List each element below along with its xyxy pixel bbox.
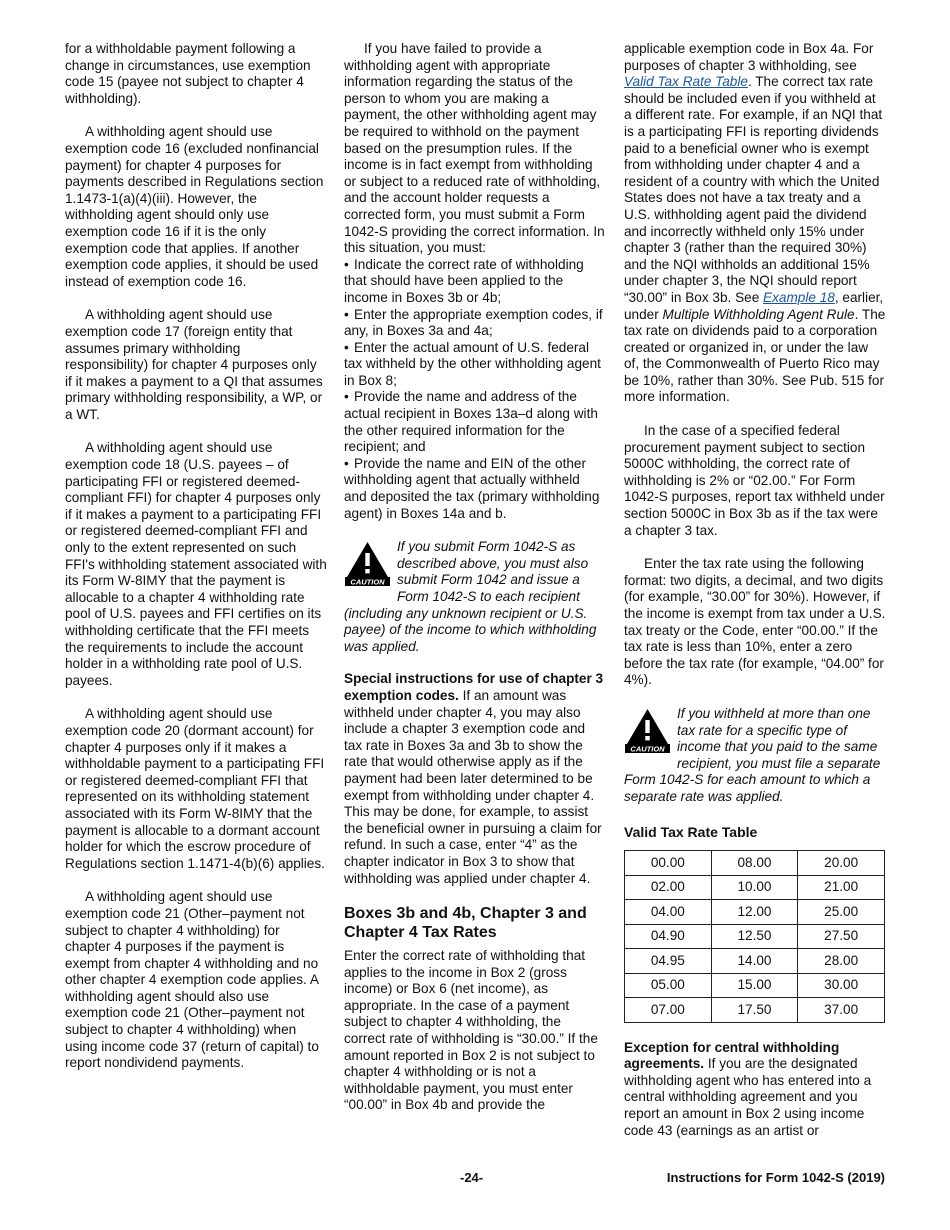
table-cell: 12.00: [711, 900, 798, 925]
paragraph: Exception for central withholding agreements. If you are the designated withholding agent who has entered into a central withholding agreement and you report an amount in Box 2 using income code 43 (earnings as an artist or: [624, 1039, 872, 1138]
caution-text: If you withheld at more than one tax rate for a specific type of income that you paid to the same recipient, you must file a separate Form 1042-S for each amount to which a separate rate was applied.: [624, 705, 881, 804]
table-cell: 27.50: [798, 924, 885, 949]
table-cell: 20.00: [798, 851, 885, 876]
table-cell: 10.00: [711, 875, 798, 900]
table-cell: 05.00: [625, 973, 712, 998]
table-cell: 08.00: [711, 851, 798, 876]
table-row: [625, 973, 885, 998]
section-heading: Boxes 3b and 4b, Chapter 3 and Chapter 4 Tax Rates: [344, 905, 587, 942]
paragraph: Special instructions for use of chapter 3 exemption codes. If an amount was withheld under chapter 4, you may also include a chapter 3 exemption code and tax rate in Boxes 3a and 3b to show the rate that would otherwise apply as if the payment had been later determined to be exempt from withholding under chapter 4. This may be done, for example, to assist the beneficial owner in pursuing a claim for refund. In such a case, enter “4” as the chapter indicator in Box 3 to show that withholding was applied under chapter 4.: [344, 671, 604, 886]
link-example-18[interactable]: Example 18: [763, 289, 835, 305]
page-number: -24-: [460, 1170, 484, 1185]
table-cell: 07.00: [625, 998, 712, 1023]
paragraph: A withholding agent should use exemption code 16 (excluded nonfinancial payment) for chapter 4 purposes for payments described in Regulations section 1.1473-1(a)(4)(iii). However, the withholding agent should only use exemption code 16 if it is the only exemption code that applies. If another exemption code applies, it should be used instead of exemption code 16.: [65, 124, 324, 289]
table-cell: 04.95: [625, 949, 712, 974]
paragraph: Enter the tax rate using the following format: two digits, a decimal, and two digits (for example, “30.00” for 30%). However, if the income is exempt from tax under a U.S. tax treaty or the Code, enter “00.00.” If the tax rate is less than 10%, enter a zero before the tax rate (for example, “04.00” for 4%).: [624, 556, 886, 688]
run-in-heading: Special instructions for use of chapter 3 exemption codes.: [344, 671, 604, 703]
caution-label: CAUTION: [350, 577, 385, 587]
table-cell: 37.00: [798, 998, 885, 1023]
table-cell: 02.00: [625, 875, 712, 900]
table-cell: 00.00: [625, 851, 712, 876]
run-in-heading: Exception for central withholding agreements.: [624, 1039, 840, 1072]
table-cell: 04.90: [625, 924, 712, 949]
paragraph: A withholding agent should use exemption code 18 (U.S. payees – of participating FFI or registered deemed-compliant FFI) for chapter 4 purposes only if it makes a payment to a participating FFI or registered deemed-compliant FFI and only to the extent represented on such FFI's withholding statement associated with its Form W-8IMY that the payment is allocable to a chapter 4 withholding rate pool of U.S. payees and FFI certifies on its withholding certificate that the FFI meets the requirements to include the account holder in a withholding rate pool of U.S. payees.: [65, 440, 327, 688]
list-item: • Enter the appropriate exemption codes, if any, in Boxes 3a and 4a;: [344, 306, 603, 339]
table-cell: 17.50: [711, 998, 798, 1023]
caution-note: [344, 539, 606, 655]
column-middle: [344, 41, 606, 1131]
table-title: Valid Tax Rate Table: [624, 823, 758, 840]
table-cell: 25.00: [798, 900, 885, 925]
table-row: [625, 900, 885, 925]
caution-label: CAUTION: [630, 744, 665, 754]
paragraph: A withholding agent should use exemption code 21 (Other–payment not subject to chapter 4 withholding) for chapter 4 purposes if the payment is exempt from chapter 4 withholding and no other chapter 4 exemption code applies. A withholding agent should also use exemption code 21 (Other–payment not subject to chapter 4 withholding) when using income code 37 (return of capital) to report nondividend payments.: [65, 889, 319, 1071]
list-item: • Provide the name and EIN of the other withholding agent that actually withheld and deposited the tax (primary withholding agent) in Boxes 14a and b.: [344, 455, 600, 521]
table-cell: 15.00: [711, 973, 798, 998]
link-valid-tax-rate-table[interactable]: Valid Tax Rate Table: [624, 74, 748, 90]
paragraph: A withholding agent should use exemption code 20 (dormant account) for chapter 4 purposes only if it makes a withholdable payment to a participating FFI or registered deemed-compliant FFI that represented on its withholding statement associated with its Form W-8IMY that the payment is allocable to a dormant account holder for which the escrow procedure of Regulations section 1.1471-4(b)(6) applies.: [65, 706, 325, 871]
caution-text: If you submit Form 1042-S as described above, you must also submit Form 1042 and issue a Form 1042-S to each recipient (including any unknown recipient or U.S. payee) of the income to which withholding was applied.: [344, 539, 597, 654]
caution-note: [624, 706, 886, 806]
caution-icon: [344, 540, 391, 587]
table-row: [625, 998, 885, 1023]
paragraph: for a withholdable payment following a change in circumstances, use exemption code 15 (payee not subject to chapter 4 withholding).: [65, 41, 311, 106]
table-cell: 30.00: [798, 973, 885, 998]
list-item: • Indicate the correct rate of withholding that should have been applied to the income in Boxes 3b or 4b;: [344, 256, 584, 305]
table-cell: 12.50: [711, 924, 798, 949]
valid-tax-rate-table: [624, 850, 885, 1023]
table-row: [625, 851, 885, 876]
column-right: [624, 41, 886, 1156]
table-row: [625, 924, 885, 949]
table-row: [625, 949, 885, 974]
list-item: • Enter the actual amount of U.S. federal tax withheld by the other withholding agent in Box 8;: [344, 339, 601, 388]
list-item: • Provide the name and address of the actual recipient in Boxes 13a–d along with the other required information for the recipient; and: [344, 389, 598, 455]
footer-title: Instructions for Form 1042-S (2019): [666, 1170, 885, 1185]
paragraph: In the case of a specified federal procurement payment subject to section 5000C withholding, the correct rate of withholding is 2% or “02.00.” For Form 1042-S purposes, report tax withheld under section 5000C in Box 3b as if the tax were a chapter 3 tax.: [624, 423, 885, 538]
paragraph: Enter the correct rate of withholding that applies to the income in Box 2 (gross income) or Box 6 (net income), as appropriate. In the case of a payment subject to chapter 4 withholding, the correct rate of withholding is “30.00.” If the amount reported in Box 2 is not subject to chapter 4 withholding or is not a withholdable payment, you must enter “00.00” in Box 4b and provide the: [344, 948, 598, 1113]
column-left: [65, 41, 327, 1089]
caution-icon: [624, 707, 671, 754]
table-cell: 28.00: [798, 949, 885, 974]
paragraph: A withholding agent should use exemption code 17 (foreign entity that assumes primary withholding responsibility) for chapter 4 purposes only if it makes a payment to a QI that assumes primary withholding responsibility, a WP, or a WT.: [65, 307, 323, 422]
bullet-list: [344, 257, 606, 523]
table-cell: 21.00: [798, 875, 885, 900]
table-cell: 04.00: [625, 900, 712, 925]
paragraph: If you have failed to provide a withholding agent with appropriate information regarding the status of the person to whom you are making a payment, the other withholding agent may be required to withhold on the payment based on the presumption rules. If the income is in fact exempt from withholding or subject to a reduced rate of withholding, and the account holder requests a corrected form, you must submit a Form 1042-S providing the correct information. In this situation, you must:: [344, 41, 605, 256]
paragraph: applicable exemption code in Box 4a. For purposes of chapter 3 withholding, see Valid Tax Rate Table. The correct tax rate should be included even if you withheld at a different rate. For example, if an NQI that is a participating FFI is reporting dividends paid to a beneficial owner who is exempt from withholding under chapter 4 and a resident of a country with which the United States does not have a tax treaty and a U.S. withholding agent paid the dividend and incorrectly withheld only 15% under chapter 3 (rather than the required 30%) and the NQI withholds an additional 15% under chapter 3, the NQI should report “30.00” in Box 3b. See Example 18, earlier, under Multiple Withholding Agent Rule. The tax rate on dividends paid to a corporation created or organized in, or under the law of, the Commonwealth of Puerto Rico may be 10%, rather than 30%. See Pub. 515 for more information.: [624, 41, 886, 405]
table-row: [625, 875, 885, 900]
table-cell: 14.00: [711, 949, 798, 974]
